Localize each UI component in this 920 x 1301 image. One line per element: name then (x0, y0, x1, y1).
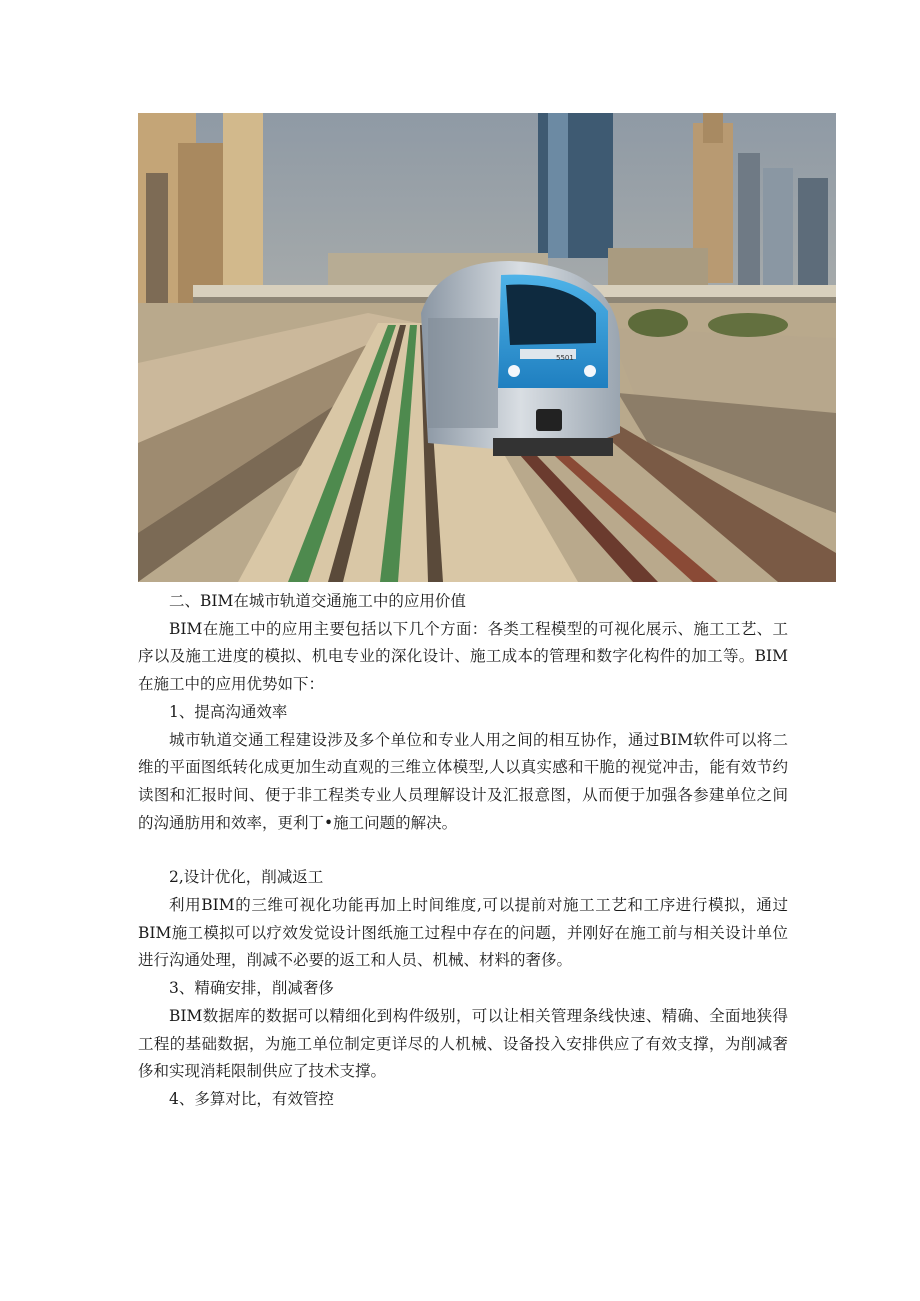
paragraph-3: BIM数据库的数据可以精细化到构件级别，可以让相关管理条线快速、精确、全面地狭得工程的基础数据，为施工单位制定更详尽的人机械、设备投入安排供应了有效支撑，为削减奢侈和实现消耗限制供应了技术支撑。 (138, 1006, 788, 1081)
document-body (138, 588, 788, 1114)
section-heading: 二、BIM在城市轨道交通施工中的应用价值 (169, 592, 466, 610)
subheading-2: 2,设计优化，削减返工 (169, 868, 324, 887)
metro-train-photo (138, 113, 836, 582)
intro-paragraph: BIM在施工中的应用主要包括以下几个方面：各类工程模型的可视化展示、施工工艺、工序以及施工进度的模拟、机电专业的深化设计、施工成本的管理和数字化构件的加工等。BIM在施工中的应用优势如下： (138, 619, 788, 694)
subheading-1: 1、提高沟通效率 (169, 702, 288, 721)
train-number-label: 5501 (556, 354, 574, 362)
paragraph-2: 利用BIM的三维可视化功能再加上时间维度,可以提前对施工工艺和工序进行模拟，通过BIM施工模拟可以疗效发觉设计图纸施工过程中存在的问题，并刚好在施工前与相关设计单位进行沟通处理，削减不必要的返工和人员、机械、材料的奢侈。 (138, 896, 788, 970)
subheading-4: 4、多算对比，有效管控 (169, 1089, 334, 1108)
subheading-3: 3、精确安排，削减奢侈 (169, 979, 334, 998)
paragraph-1: 城市轨道交通工程建设涉及多个单位和专业人用之间的相互协作，通过BIM软件可以将二维的平面图纸转化成更加生动直观的三维立体模型,人以真实感和干脆的视觉冲击，能有效节约读图和汇报时间、便于非工程类专业人员理解设计及汇报意图，从而便于加强各参建单位之间的沟通肪用和效率，更利丁•施工问题的解决。 (138, 730, 788, 832)
